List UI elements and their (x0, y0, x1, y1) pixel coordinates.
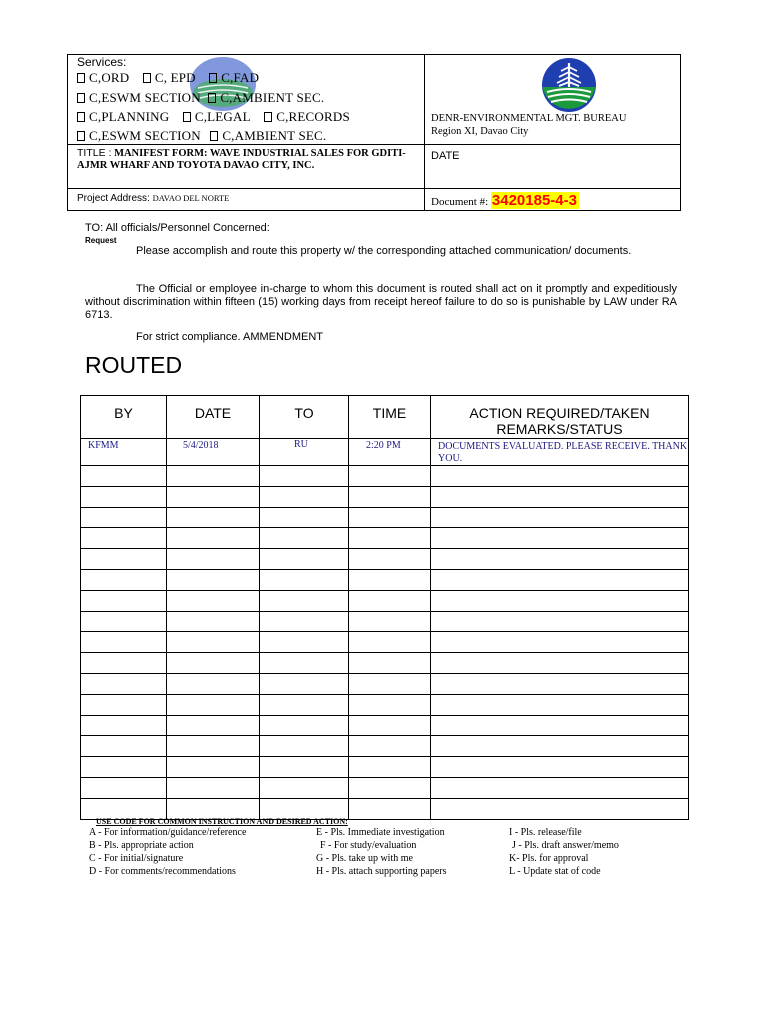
table-row (81, 653, 689, 674)
service-c-fad: C,FAD (221, 70, 260, 85)
table-row (81, 673, 689, 694)
code-col3-3: L - Update stat of code (509, 866, 601, 877)
col-header-date: DATE (167, 396, 260, 439)
memo-paragraph-1-text: Please accomplish and route this property w/ the corresponding attached communication/ documents. (136, 245, 632, 257)
cell-time[interactable] (349, 715, 431, 736)
service-c-ambient-sec-2: C,AMBIENT SEC. (222, 128, 327, 143)
cell-date[interactable] (167, 653, 260, 674)
cell-date[interactable] (167, 466, 260, 487)
cell-time[interactable] (349, 798, 431, 819)
cell-date[interactable] (167, 507, 260, 528)
cell-action[interactable] (431, 736, 689, 757)
bureau-block (431, 112, 626, 138)
checkbox-c-records[interactable] (264, 112, 272, 122)
cell-action[interactable] (431, 611, 689, 632)
cell-action[interactable] (431, 569, 689, 590)
cell-action[interactable] (431, 528, 689, 549)
cell-to[interactable] (260, 611, 349, 632)
cell-by[interactable] (81, 673, 167, 694)
cell-date[interactable] (167, 673, 260, 694)
cell-to[interactable]: RU (260, 439, 349, 466)
cell-by[interactable] (81, 549, 167, 570)
cell-to[interactable] (260, 569, 349, 590)
table-row (81, 611, 689, 632)
cell-action[interactable] (431, 715, 689, 736)
code-col3-0: I - Pls. release/file (509, 827, 582, 838)
code-col3-2: K- Pls. for approval (509, 853, 589, 864)
code-col3-1: J - Pls. draft answer/memo (512, 840, 619, 851)
cell-by[interactable]: KFMM (81, 439, 167, 466)
table-row (81, 549, 689, 570)
cell-to[interactable] (260, 798, 349, 819)
cell-date[interactable]: 5/4/2018 (167, 439, 260, 466)
cell-date[interactable] (167, 486, 260, 507)
cell-by[interactable] (81, 569, 167, 590)
service-c-ambient-sec: C,AMBIENT SEC. (220, 90, 325, 105)
table-row (81, 569, 689, 590)
service-c-planning: C,PLANNING (89, 109, 170, 124)
table-row (81, 777, 689, 798)
memo-paragraph-2 (85, 283, 677, 322)
document-number-label: Document #: (431, 196, 489, 208)
cell-action[interactable] (431, 653, 689, 674)
cell-date[interactable] (167, 590, 260, 611)
document-number (431, 192, 579, 209)
service-c-epd: C, EPD (154, 70, 196, 85)
code-col1-2: C - For initial/signature (89, 853, 184, 864)
cell-time[interactable] (349, 549, 431, 570)
service-c-ord: C,ORD (89, 70, 130, 85)
services-row-2 (77, 90, 324, 106)
col-header-by: BY (81, 396, 167, 439)
cell-action[interactable]: DOCUMENTS EVALUATED. PLEASE RECEIVE. THANK YOU. (431, 439, 689, 466)
services-label: Services: (77, 55, 127, 69)
cell-date[interactable] (167, 611, 260, 632)
checkbox-c-eswm-section[interactable] (77, 93, 85, 103)
bureau-region: Region XI, Davao City (431, 126, 529, 137)
code-col1-0: A - For information/guidance/reference (89, 827, 247, 838)
col-header-time: TIME (349, 396, 431, 439)
cell-action[interactable] (431, 466, 689, 487)
checkbox-c-planning[interactable] (77, 112, 85, 122)
cell-time[interactable] (349, 507, 431, 528)
cell-action[interactable] (431, 798, 689, 819)
cell-by[interactable] (81, 466, 167, 487)
cell-by[interactable] (81, 653, 167, 674)
cell-to[interactable] (260, 757, 349, 778)
cell-time[interactable] (349, 694, 431, 715)
cell-date[interactable] (167, 632, 260, 653)
cell-by[interactable] (81, 528, 167, 549)
project-address (77, 193, 229, 204)
memo-to: TO: All officials/Personnel Concerned: (85, 222, 270, 234)
header-box (67, 54, 681, 211)
title-value: MANIFEST FORM: WAVE INDUSTRIAL SALES FOR GDITI-AJMR WHARF AND TOYOTA DAVAO CITY, INC. (77, 148, 406, 171)
cell-to[interactable] (260, 466, 349, 487)
project-address-label: Project Address: (77, 193, 150, 204)
cell-date[interactable] (167, 715, 260, 736)
cell-date[interactable] (167, 777, 260, 798)
memo-paragraph-1 (85, 245, 677, 258)
cell-time[interactable] (349, 673, 431, 694)
cell-to[interactable] (260, 632, 349, 653)
code-col1-3: D - For comments/recommendations (89, 866, 236, 877)
cell-time[interactable] (349, 757, 431, 778)
checkbox-c-legal[interactable] (183, 112, 191, 122)
cell-by[interactable] (81, 632, 167, 653)
cell-to[interactable] (260, 590, 349, 611)
service-c-records: C,RECORDS (276, 109, 350, 124)
cell-by[interactable] (81, 590, 167, 611)
cell-to[interactable] (260, 507, 349, 528)
cell-by[interactable] (81, 694, 167, 715)
code-col2-1: F - For study/evaluation (320, 840, 417, 851)
cell-by[interactable] (81, 798, 167, 819)
table-row (81, 694, 689, 715)
header-divider-2 (68, 188, 680, 189)
cell-to[interactable] (260, 715, 349, 736)
cell-by[interactable] (81, 715, 167, 736)
service-c-eswm-section-2: C,ESWM SECTION (89, 128, 201, 143)
title-block (77, 148, 417, 171)
table-row (81, 736, 689, 757)
cell-date[interactable] (167, 757, 260, 778)
table-row (81, 798, 689, 819)
cell-to[interactable] (260, 777, 349, 798)
cell-by[interactable] (81, 611, 167, 632)
cell-action[interactable] (431, 590, 689, 611)
cell-to[interactable] (260, 736, 349, 757)
header-divider-vertical (424, 55, 425, 210)
cell-time[interactable]: 2:20 PM (349, 439, 431, 466)
table-row (81, 486, 689, 507)
table-row (81, 466, 689, 487)
cell-time[interactable] (349, 653, 431, 674)
memo-paragraph-2-text: The Official or employee in-charge to whom this document is routed shall act on it promptly and expeditiously without discrimination within fifteen (15) working days from receipt hereof failure to do so is punishable by LAW under RA 6713. (85, 283, 677, 321)
cell-time[interactable] (349, 736, 431, 757)
cell-action[interactable] (431, 757, 689, 778)
checkbox-c-ord[interactable] (77, 73, 85, 83)
cell-date[interactable] (167, 694, 260, 715)
cell-time[interactable] (349, 611, 431, 632)
cell-to[interactable] (260, 673, 349, 694)
cell-action[interactable] (431, 673, 689, 694)
header-divider-1 (68, 144, 680, 145)
cell-action[interactable] (431, 486, 689, 507)
memo-paragraph-3 (85, 331, 677, 344)
checkbox-c-ambient-sec-2[interactable] (210, 131, 218, 141)
project-address-value: DAVAO DEL NORTE (152, 193, 230, 203)
cell-date[interactable] (167, 798, 260, 819)
codes-title: USE CODE FOR COMMON INSTRUCTION AND DESIRED ACTION: (96, 817, 348, 826)
cell-date[interactable] (167, 549, 260, 570)
col-header-action: ACTION REQUIRED/TAKEN REMARKS/STATUS (431, 396, 689, 439)
table-row (81, 757, 689, 778)
code-col1-1: B - Pls. appropriate action (89, 840, 194, 851)
cell-time[interactable] (349, 569, 431, 590)
cell-to[interactable] (260, 653, 349, 674)
memo-paragraph-3-text: For strict compliance. AMMENDMENT (136, 331, 324, 343)
table-row (81, 590, 689, 611)
table-row (81, 632, 689, 653)
cell-time[interactable] (349, 632, 431, 653)
checkbox-c-ambient-sec[interactable] (208, 93, 216, 103)
cell-to[interactable] (260, 528, 349, 549)
routing-table-header (81, 396, 689, 439)
cell-action[interactable] (431, 549, 689, 570)
services-row-1 (77, 70, 259, 86)
cell-time[interactable] (349, 590, 431, 611)
service-c-legal: C,LEGAL (194, 109, 251, 124)
table-row (81, 507, 689, 528)
cell-action[interactable] (431, 694, 689, 715)
cell-time[interactable] (349, 466, 431, 487)
code-col2-3: H - Pls. attach supporting papers (316, 866, 447, 877)
cell-action[interactable] (431, 507, 689, 528)
cell-time[interactable] (349, 486, 431, 507)
routed-heading: ROUTED (85, 352, 183, 378)
cell-to[interactable] (260, 694, 349, 715)
cell-date[interactable] (167, 528, 260, 549)
checkbox-c-fad[interactable] (209, 73, 217, 83)
checkbox-c-eswm-section-2[interactable] (77, 131, 85, 141)
cell-to[interactable] (260, 486, 349, 507)
table-row (81, 528, 689, 549)
cell-by[interactable] (81, 507, 167, 528)
checkbox-c-epd[interactable] (143, 73, 151, 83)
cell-by[interactable] (81, 777, 167, 798)
cell-time[interactable] (349, 777, 431, 798)
cell-action[interactable] (431, 632, 689, 653)
date-label: DATE (431, 150, 460, 162)
document-number-value: 3420185-4-3 (491, 192, 577, 209)
col-header-to: TO (260, 396, 349, 439)
title-label: TITLE : (77, 147, 112, 159)
cell-by[interactable] (81, 486, 167, 507)
cell-by[interactable] (81, 757, 167, 778)
cell-date[interactable] (167, 736, 260, 757)
services-row-3 (77, 109, 350, 125)
bureau-name: DENR-ENVIRONMENTAL MGT. BUREAU (431, 113, 627, 124)
cell-by[interactable] (81, 736, 167, 757)
routing-table (80, 395, 689, 820)
cell-action[interactable] (431, 777, 689, 798)
cell-to[interactable] (260, 549, 349, 570)
cell-date[interactable] (167, 569, 260, 590)
emb-logo-icon (541, 57, 597, 113)
service-c-eswm-section: C,ESWM SECTION (89, 90, 201, 105)
table-row (81, 439, 689, 466)
code-col2-2: G - Pls. take up with me (316, 853, 413, 864)
table-row (81, 715, 689, 736)
services-row-4 (77, 128, 326, 144)
request-label: Request (85, 236, 117, 245)
cell-time[interactable] (349, 528, 431, 549)
code-col2-0: E - Pls. Immediate investigation (316, 827, 445, 838)
